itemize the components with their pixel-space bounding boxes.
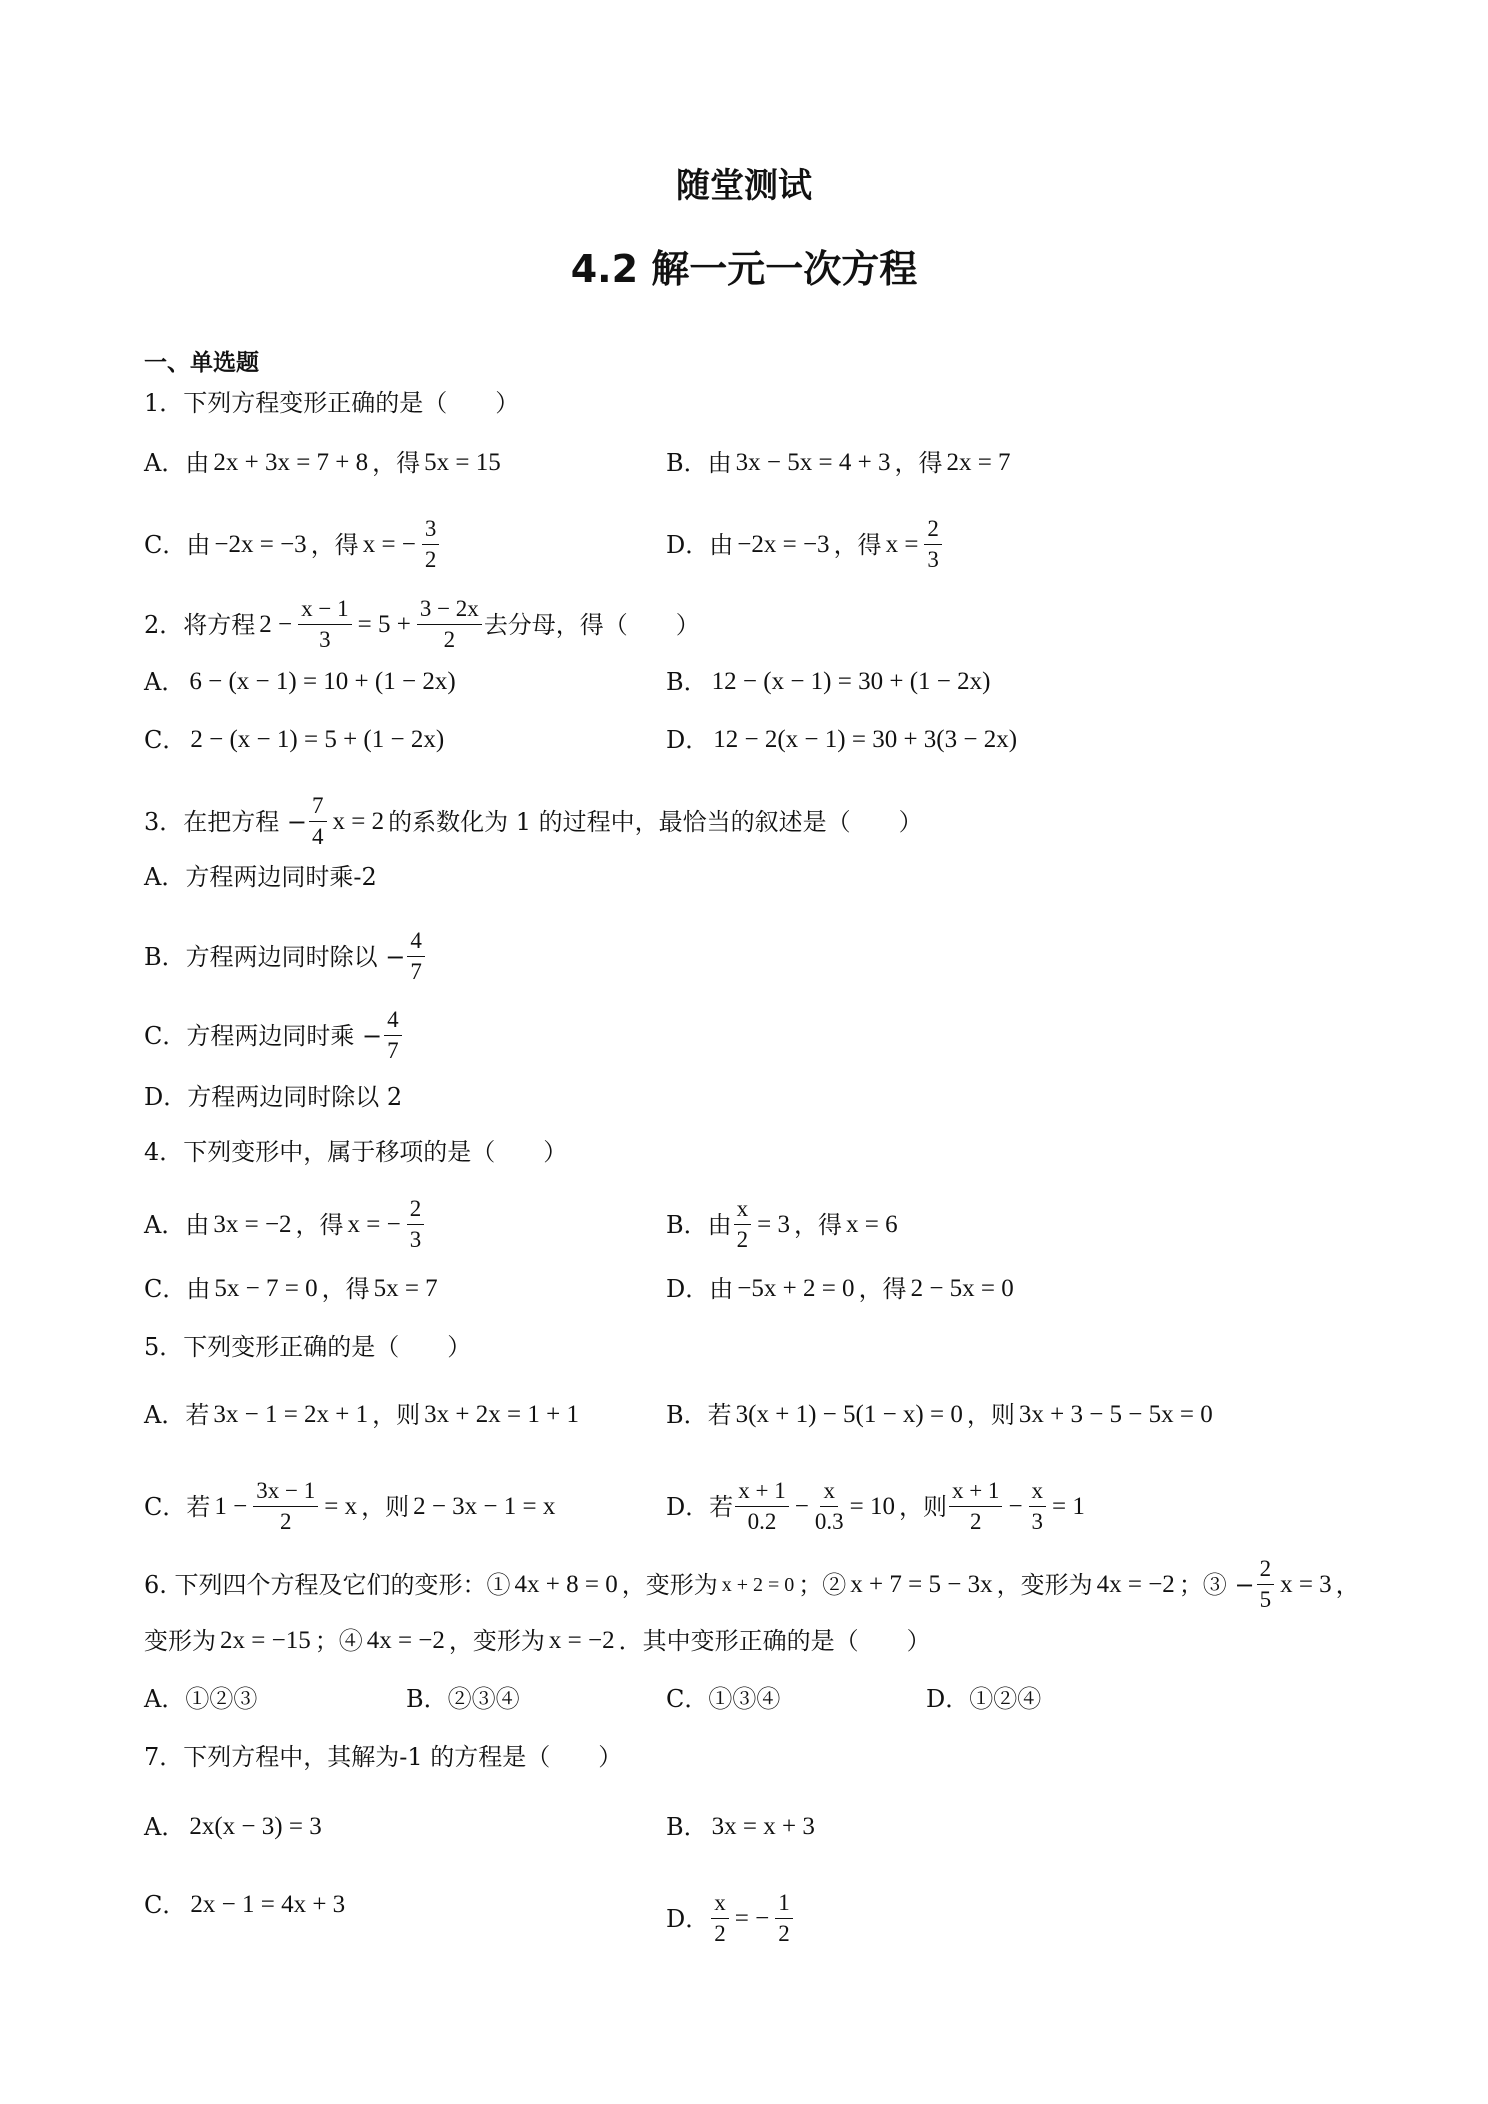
- fraction: [422, 516, 440, 573]
- fraction-denominator: 2: [279, 1509, 292, 1534]
- fraction: [734, 1196, 752, 1253]
- fraction: [298, 596, 351, 653]
- equation: 2x = −15: [220, 1627, 311, 1654]
- fraction-numerator: 2: [924, 516, 942, 545]
- option-label: C．: [144, 726, 187, 754]
- equation: x + 2 = 0: [721, 1573, 795, 1596]
- question-text: 5．下列变形正确的是（ ）: [144, 1333, 472, 1361]
- equation: −2x = −3: [737, 530, 830, 558]
- fraction: [417, 596, 482, 653]
- q6-option-a: [144, 1684, 257, 1714]
- fraction-denominator: 2: [969, 1509, 982, 1534]
- equation: x = 2: [332, 807, 385, 835]
- q2-option-a: [144, 667, 460, 697]
- equation: −: [1008, 1492, 1023, 1520]
- option-text: ，则: [966, 1401, 1015, 1429]
- fraction: [253, 1478, 318, 1535]
- fraction-numerator: x + 1: [949, 1478, 1002, 1507]
- q7-option-b: [666, 1812, 819, 1842]
- equation: −: [794, 1492, 809, 1520]
- fraction-denominator: 2: [714, 1921, 726, 1946]
- q3-option-d: [144, 1082, 402, 1112]
- question-text: ；③ −: [1178, 1570, 1255, 1599]
- q7-option-a: [144, 1812, 326, 1842]
- question-6-stem-line2: [144, 1626, 931, 1656]
- option-label: A．若: [144, 1401, 210, 1429]
- q6-option-c: [666, 1684, 780, 1714]
- option-text: D．①②④: [926, 1685, 1042, 1713]
- option-text: ，得: [372, 449, 421, 477]
- fraction: [815, 1478, 844, 1535]
- question-text: ；②: [798, 1570, 847, 1599]
- fraction-denominator: 2: [778, 1921, 790, 1946]
- equation: x = −: [362, 530, 416, 558]
- fraction-numerator: 4: [384, 1007, 402, 1036]
- option-text: ，得: [310, 530, 359, 559]
- q5-option-c: [144, 1478, 559, 1535]
- question-text: ；④: [314, 1627, 363, 1655]
- equation: 4x + 8 = 0: [514, 1570, 618, 1598]
- option-text: ，则: [361, 1492, 410, 1521]
- equation: 3x = x + 3: [711, 1813, 815, 1840]
- question-text: ，: [1335, 1570, 1360, 1599]
- equation: 2x + 3x = 7 + 8: [213, 449, 369, 476]
- q7-option-c: [144, 1890, 349, 1920]
- option-text: C．①③④: [666, 1685, 781, 1713]
- equation: 2 −: [259, 610, 293, 638]
- equation: x + 7 = 5 − 3x: [850, 1570, 993, 1598]
- option-label: C．由: [144, 530, 211, 559]
- option-label: B．由: [666, 449, 732, 477]
- equation: = 1: [1052, 1492, 1085, 1520]
- equation: 5x = 7: [373, 1275, 438, 1302]
- fraction-denominator: 3: [409, 1227, 422, 1252]
- q1-option-b: [666, 448, 1015, 478]
- equation: 3x = −2: [213, 1210, 292, 1238]
- q5-option-d: [666, 1478, 1089, 1535]
- equation: 3x + 2x = 1 + 1: [424, 1401, 579, 1428]
- option-text: ，得: [894, 449, 943, 477]
- option-label: D．若: [666, 1492, 734, 1521]
- equation: = 3: [757, 1210, 790, 1238]
- equation: = 10: [849, 1492, 895, 1520]
- fraction-denominator: 7: [387, 1038, 399, 1063]
- equation: 12 − 2(x − 1) = 30 + 3(3 − 2x): [713, 726, 1018, 753]
- fraction: [1257, 1556, 1275, 1613]
- equation: = 5 +: [357, 610, 411, 638]
- fraction-numerator: 3: [422, 516, 440, 545]
- equation: 6 − (x − 1) = 10 + (1 − 2x): [189, 668, 456, 695]
- fraction-numerator: 2: [1257, 1556, 1275, 1585]
- question-text: 去分母，得（ ）: [483, 610, 700, 639]
- question-7-stem: [144, 1742, 622, 1772]
- option-text: A．①②③: [144, 1685, 258, 1713]
- fraction-numerator: 4: [407, 928, 425, 957]
- equation: 2x − 1 = 4x + 3: [190, 1891, 346, 1918]
- option-text: ，得: [321, 1275, 370, 1303]
- section-heading: 一、单选题: [144, 350, 259, 376]
- question-1-stem: [144, 388, 519, 418]
- fraction-numerator: x − 1: [298, 596, 351, 625]
- question-4-stem: [144, 1137, 567, 1167]
- q7-option-d: [666, 1890, 795, 1947]
- q3-option-a: [144, 862, 377, 892]
- q3-option-c: [144, 1007, 404, 1064]
- fraction-denominator: 3: [927, 547, 939, 572]
- fraction: [711, 1890, 729, 1947]
- fraction-denominator: 0.2: [747, 1509, 777, 1534]
- option-label: A．: [144, 668, 186, 696]
- q4-option-d: [666, 1274, 1018, 1304]
- option-text: ，得: [794, 1210, 842, 1239]
- option-text: A．方程两边同时乘-2: [144, 863, 377, 891]
- q1-option-c: [144, 516, 441, 573]
- equation: 2x(x − 3) = 3: [189, 1813, 322, 1840]
- equation: 1 −: [214, 1492, 248, 1520]
- question-3-stem: [144, 793, 923, 850]
- equation: 4x = −2: [366, 1627, 445, 1654]
- fraction-denominator: 2: [443, 627, 456, 652]
- question-text: 变形为: [144, 1627, 216, 1655]
- option-label: C．: [144, 1891, 187, 1919]
- fraction: [775, 1890, 793, 1947]
- equation: = −: [734, 1904, 770, 1932]
- q6-option-b: [406, 1684, 520, 1714]
- option-text: B．②③④: [406, 1685, 520, 1713]
- fraction: [407, 928, 425, 985]
- page-title: 随堂测试: [676, 166, 812, 206]
- fraction: [1029, 1478, 1047, 1535]
- question-6-stem: [144, 1556, 1360, 1613]
- option-label: D．由: [666, 1275, 734, 1303]
- question-5-stem: [144, 1332, 471, 1362]
- fraction-denominator: 3: [319, 627, 331, 652]
- equation: −5x + 2 = 0: [737, 1275, 855, 1302]
- fraction-numerator: 1: [775, 1890, 793, 1919]
- equation: x = 6: [846, 1210, 898, 1238]
- fraction: [924, 516, 942, 573]
- option-label: D．: [666, 1904, 710, 1933]
- option-text: B．方程两边同时除以 −: [144, 942, 406, 971]
- q4-option-c: [144, 1274, 442, 1304]
- fraction-numerator: x + 1: [735, 1478, 788, 1507]
- fraction: [949, 1478, 1002, 1535]
- fraction-numerator: 3x − 1: [253, 1478, 318, 1507]
- option-text: C．方程两边同时乘 −: [144, 1021, 383, 1050]
- equation: x =: [885, 530, 919, 558]
- option-label: D．: [666, 726, 710, 754]
- question-text: 的系数化为 1 的过程中，最恰当的叙述是（ ）: [388, 807, 923, 836]
- q5-option-b: [666, 1400, 1217, 1430]
- equation: x = −2: [548, 1627, 615, 1654]
- question-text: ，变形为: [448, 1627, 545, 1655]
- q2-option-c: [144, 725, 448, 755]
- fraction-numerator: 7: [309, 793, 327, 822]
- option-text: ，则: [372, 1401, 421, 1429]
- equation: 2 − (x − 1) = 5 + (1 − 2x): [190, 726, 445, 753]
- question-2-stem: [144, 596, 700, 653]
- equation: 2 − 5x = 0: [910, 1275, 1014, 1302]
- equation: x = −: [347, 1210, 401, 1238]
- fraction: [309, 793, 327, 850]
- q5-option-a: [144, 1400, 583, 1430]
- page-subtitle: 4.2 解一元一次方程: [570, 247, 918, 291]
- fraction-denominator: 2: [736, 1227, 749, 1252]
- q3-option-b: [144, 928, 427, 985]
- equation: 2x = 7: [946, 449, 1011, 476]
- equation: 3x + 3 − 5 − 5x = 0: [1018, 1401, 1213, 1428]
- question-text: 1．下列方程变形正确的是（ ）: [144, 389, 520, 417]
- option-label: A．由: [144, 449, 210, 477]
- option-text: ，得: [858, 1275, 907, 1303]
- question-text: ，变形为: [621, 1570, 718, 1599]
- q6-option-d: [926, 1684, 1041, 1714]
- fraction-numerator: x: [734, 1196, 752, 1225]
- equation: −2x = −3: [214, 530, 307, 558]
- option-text: ，得: [833, 530, 882, 559]
- fraction: [735, 1478, 788, 1535]
- fraction: [407, 1196, 425, 1253]
- question-text: ．其中变形正确的是（ ）: [618, 1627, 931, 1655]
- q4-option-a: [144, 1196, 426, 1253]
- option-label: A．由: [144, 1210, 210, 1239]
- option-label: B．: [666, 1813, 708, 1841]
- fraction-numerator: x: [1029, 1478, 1047, 1507]
- fraction-numerator: x: [711, 1890, 729, 1919]
- fraction-denominator: 0.3: [814, 1509, 844, 1534]
- equation: 12 − (x − 1) = 30 + (1 − 2x): [711, 668, 991, 695]
- equation: 3x − 5x = 4 + 3: [735, 449, 891, 476]
- question-text: 2．将方程: [144, 610, 256, 639]
- question-text: 6. 下列四个方程及它们的变形：①: [144, 1570, 511, 1599]
- equation: 3x − 1 = 2x + 1: [213, 1401, 369, 1428]
- fraction-numerator: 3 − 2x: [417, 596, 482, 625]
- option-text: D．方程两边同时除以 2: [144, 1083, 403, 1111]
- equation: = x: [324, 1492, 358, 1520]
- fraction-denominator: 2: [424, 547, 437, 572]
- question-text: ，变形为: [996, 1570, 1093, 1599]
- q2-option-d: [666, 725, 1021, 755]
- equation: 4x = −2: [1096, 1570, 1175, 1598]
- equation: 5x − 7 = 0: [214, 1275, 318, 1302]
- q2-option-b: [666, 667, 994, 697]
- question-text: 7．下列方程中，其解为-1 的方程是（ ）: [144, 1743, 623, 1771]
- equation: 2 − 3x − 1 = x: [413, 1492, 556, 1520]
- question-text: 3．在把方程 −: [144, 807, 308, 836]
- q1-option-a: [144, 448, 505, 478]
- option-label: B．由: [666, 1210, 732, 1239]
- equation: 3(x + 1) − 5(1 − x) = 0: [735, 1401, 963, 1428]
- fraction-numerator: x: [820, 1478, 838, 1507]
- fraction: [384, 1007, 402, 1064]
- option-label: B．: [666, 668, 708, 696]
- option-label: D．由: [666, 530, 734, 559]
- fraction-denominator: 3: [1031, 1509, 1044, 1534]
- fraction-denominator: 4: [312, 824, 324, 849]
- option-label: C．若: [144, 1492, 211, 1521]
- q4-option-b: [666, 1196, 902, 1253]
- fraction-denominator: 7: [410, 959, 422, 984]
- fraction-denominator: 5: [1259, 1587, 1272, 1612]
- question-text: 4．下列变形中，属于移项的是（ ）: [144, 1138, 568, 1166]
- q1-option-d: [666, 516, 944, 573]
- equation: 5x = 15: [424, 449, 501, 476]
- option-text: ，得: [295, 1210, 344, 1239]
- option-label: C．由: [144, 1275, 211, 1303]
- option-label: B．若: [666, 1401, 732, 1429]
- option-text: ，则: [898, 1492, 947, 1521]
- fraction-numerator: 2: [407, 1196, 425, 1225]
- equation: x = 3: [1280, 1570, 1332, 1598]
- option-label: A．: [144, 1813, 186, 1841]
